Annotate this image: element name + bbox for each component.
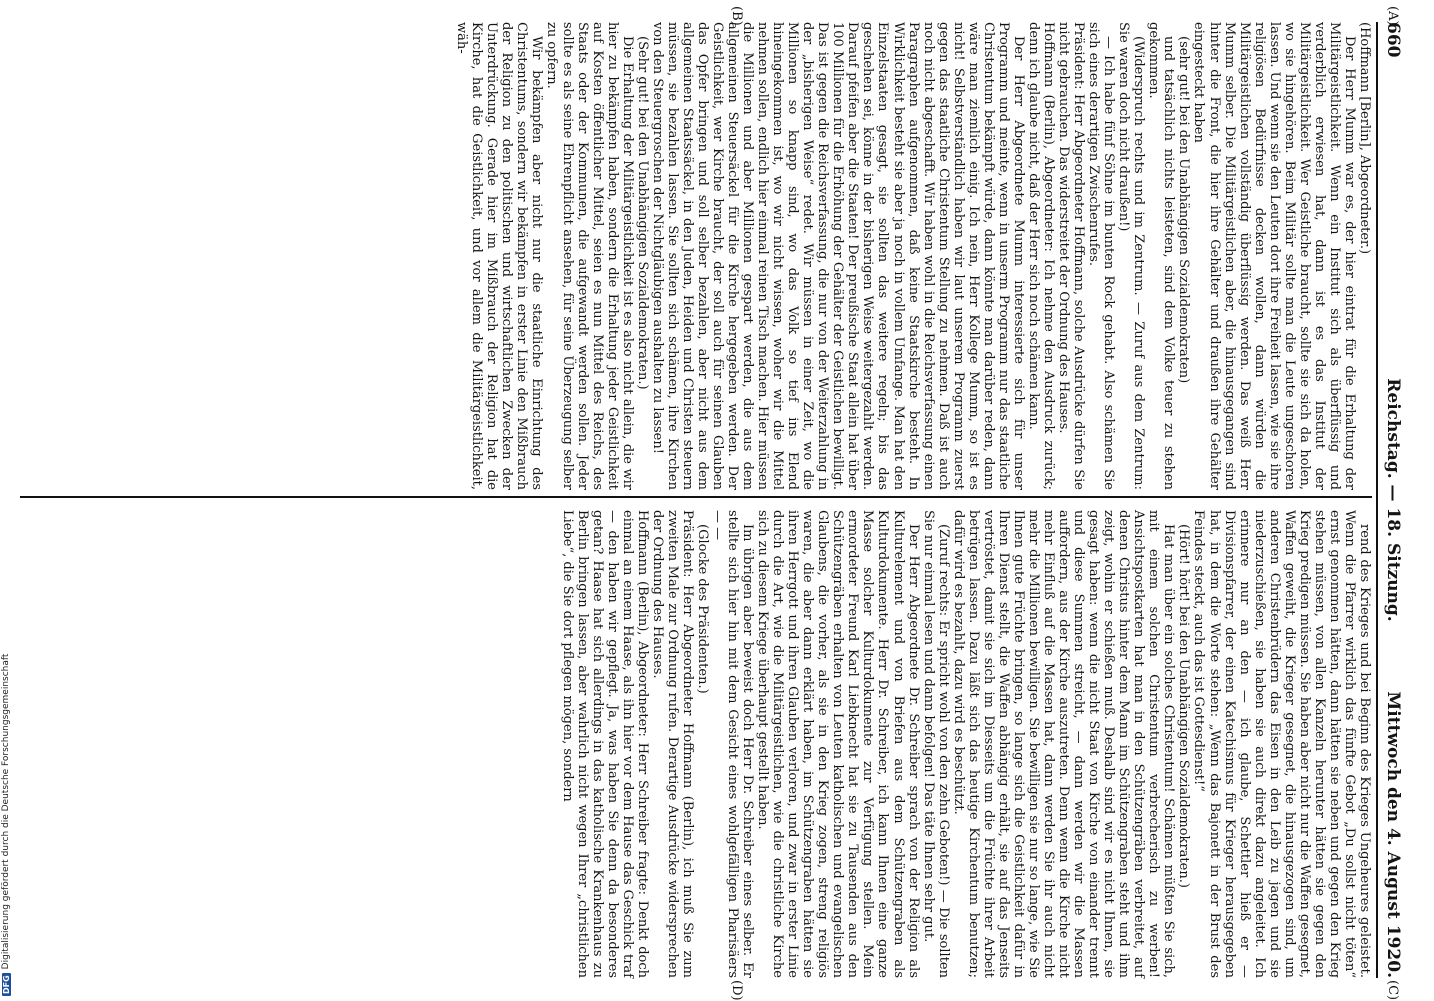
sitting-date: Mittwoch den 4. August 1920. — [1383, 691, 1403, 978]
text-paragraph: Der Herr Mumm war es, der hier eintrat für die Erhaltung der Militärgeistlichkeit. Wenn ein Institut sich als überflüssig und verderblich erwiesen hat, dann ist es das Institut der Militärgeistlichkeit. Wer Geistliche braucht, sollte sie sich da holen, wo sie hingehören. Beim Militär sollte man die Leute ungeschoren lassen. Und wenn sie den Leuten dort ihre Freiheit lassen, wie sie ihre religiösen Bedürfnisse decken wollen, dann würden die Militärgeistlichen vollständig überflüssig werden. Das weiß Herr Mumm selber. Die Militärgeistlichen aber, die hinausgegangen sind hinter die Front, die hier ihre Gehälter und draußen ihre Gehälter eingesteckt haben — [1191, 22, 1357, 490]
text-paragraph: (sehr gut! bei den Unabhängigen Sozialdemokraten) — [1176, 36, 1192, 384]
text-paragraph: und tatsächlich nichts leisteten, sind dem Volke teuer zu stehen gekommen. — [1146, 22, 1177, 490]
text-paragraph: Die Erhaltung der Militärgeistlichkeit ist es also nicht allein, die wir hier zu bekämpfen haben, sondern die Erhaltung jeder Geistlichkeit auf Kosten öffentlicher Mittel, seien es nun Mittel des Reichs, des Staats oder der Kommunen, die aufgewandt werden sollen. Jeder sollte es als seine Ehrenpflicht ansehen, für seine Überzeugung selber zu opfern. — [544, 22, 635, 490]
speaker-paragraph: Präsident: Herr Abgeordneter Hoffmann (Berlin), ich muß Sie zum zweiten Male zur Ordnung rufen. Derartige Ausdrücke widersprechen der Ordnung des Hauses. — [649, 510, 695, 978]
left-column — [20, 22, 1372, 490]
digitization-credit — [1, 654, 11, 996]
text-paragraph: Im übrigen aber beweist doch Herr Dr. Schreiber eines selber. Er stellte sich hier hin mit dem Gesicht eines wohlgefälligen Pharisäers — — — [709, 510, 756, 978]
margin-marker-b: (B) — [729, 6, 744, 26]
text-paragraph: (Sehr gut! bei den Unabhängigen Sozialdemokraten.) — [634, 36, 650, 390]
running-title: Reichstag. — 18. Sitzung. — [1383, 378, 1403, 622]
credit-text: Digitalisierung gefördert durch die Deutsche Forschungsgemeinschaft — [1, 653, 11, 970]
dfg-logo: DFG — [1, 975, 11, 994]
text-paragraph: (Widerspruch rechts und im Zentrum. — Zuruf aus dem Zentrum: Sie waren doch nicht draußen!) — [1116, 22, 1147, 490]
speaker-paragraph: (Hoffmann [Berlin], Abgeordneter.) — [1357, 22, 1372, 255]
text-paragraph: rend des Krieges und bei Beginn des Krieges Ungeheures geleistet. Wenn die Pfarrer wirklich das fünfte Gebot „Du sollst nicht töten“ ernst genommen hätten, dann hätten sie neben und gegen den Krieg stehen müssen, von allen Kanzeln herunter hätten sie gegen den Krieg predigen müssen. Sie haben aber nicht nur die Waffen gesegnet, Waffen geweiht, die Krieger gesegnet, die hinausgezogen sind, um anderen Christenbrüdern das Eisen in den Leib zu jagen und sie niederzuschießen, sie haben sie auch direkt dazu angeleitet. Ich erinnere nur an den — ich glaube, Schettler hieß er — Divisionspfarrer, der einen Katechismus für Krieger herausgegeben hat, in dem die Worte stehen: „Wenn das Bajonett in der Brust des Feindes steckt, auch das ist Gottesdienst!“ — [1191, 510, 1372, 978]
text-paragraph: Der Herr Abgeordnete Mumm interessierte sich für unser Programm und meinte, wenn in unserm Programm nur das staatliche Christentum bekämpft würde, dann könnte man darüber reden, dann wäre man ziemlich einig. Ich nein, Herr Kollege Mumm, so ist es nicht! Selbstverständlich haben wir laut unserem Programm zuerst gegen das staatliche Christentum Stellung zu nehmen. Daß ist auch noch nicht abgeschafft. Wir haben wohl in die Reichsverfassung einen Paragraphen aufgenommen, daß keine Staatskirche besteht. In Wirklichkeit besteht sie aber ja noch in vollem Umfange. Man hat den Einzelstaaten gesagt, sie sollten das weitere regeln; bis das geschehen sei, könne in der bisherigen Weise weitergezahlt werden. Darauf pfeifen aber die Staaten! Der preußische Staat allein hat über 100 Millionen für die Erhöhung der Gehälter der Geistlichen bewilligt. Das ist gegen die Reichsverfassung, die nur von der Weiterzahlung in der „bisherigen Weise“ redet. Wir müssen in einer Zeit, wo die Millionen so knapp sind, wo das Volk so tief ins Elend hineingekommen ist, wo wir nicht wissen, woher wir die Mittel nehmen sollen, endlich hier einmal reinen Tisch machen. Hier müssen die Millionen und aber Millionen gespart werden, die aus dem allgemeinen Steuersäckel für die Kirche hergegeben werden. Der Geistlichkeit, wer Kirche braucht, der soll auch für seinen Glauben das Opfer bringen und soll selber bezahlen, aber nicht aus dem allgemeinen Staatssäckel, in den Juden, Heiden und Christen steuern müssen, sie bezahlen lassen. Sie sollten sich schämen, ihre Kirchen von den Steuergroschen der Nichtgläubigen aushalten zu lassen! — [649, 22, 1026, 490]
column-divider — [20, 496, 1372, 498]
text-paragraph: Wir bekämpfen aber nicht nur die staatliche Einrichtung des Christentums, sondern wir bekämpfen in erster Linie den Mißbrauch der Religion zu den politischen und wirtschaftlichen Zwecken der Unterdrückung. Gerade hier im Mißbrauch der Religion hat die Kirche, hat die Geistlichkeit, und vor allem die Militärgeistlichkeit, wäh- — [454, 22, 545, 490]
speaker-paragraph: Präsident: Herr Abgeordneter Hoffmann, solche Ausdrücke dürfen Sie nicht gebrauchen. Das widerstreitet der Ordnung des Hauses. — [1056, 22, 1087, 490]
text-paragraph: (Zuruf rechts: Er spricht wohl von den zehn Geboten!) — Die sollten Sie nur einmal lesen und dann befolgen! Das täte Ihnen sehr gut. — [920, 510, 951, 978]
page-header — [1376, 22, 1408, 978]
text-paragraph: Hat man über ein solches Christentum! Schämen müßten Sie sich, mit einem solchen Christentum verbrecherisch zu werben! Ansichtspostkarten hat man in den Schützengräben verbreitet, auf denen Christus hinter dem Mann im Schützengraben steht und ihm zeigt, wohin er schießen muß. Deshalb sind wir es nicht Ihnen, sie gesagt haben: wenn die nicht Staat von Kirche von einander trennt und diese Summen streicht, — dann werden wir die Massen auffordern, aus der Kirche auszutreten. Denn wenn die Kirche nicht mehr Einfluß auf die Massen hat, dann werden Sie ihr auch nicht mehr die Millionen bewilligen. Sie bewilligen sie nur so lange, wie Sie Ihnen gute Früchte bringen, so lange sich die Geistlichkeit dafür in Ihren Dienst stellt, die Waffen abhängig erhält, sie auf das Jenseits vertröstet, damit sie sich im Diesseits um die Früchte ihrer Arbeit betrügen lassen. Dazu läßt sich das heutige Kirchentum benutzen; dafür wird es bezahlt, dazu wird es beschützt. — [950, 510, 1177, 978]
text-paragraph: (Glocke des Präsidenten.) — [694, 524, 710, 694]
text-paragraph: — Ich habe fünf Söhne im bunten Rock gehabt. Also schämen Sie sich eines derartigen Zwischenrufes. — [1086, 22, 1117, 490]
text-paragraph: Der Herr Abgeordnete Dr. Schreiber sprach von der Religion als Kulturelement und von Briefen aus dem Schützengraben als Kulturdokumente. Herr Dr. Schreiber, ich kann Ihnen eine ganze Masse solcher Kulturdokumente zur Verfügung stellen. Mein ermordeter Freund Karl Liebknecht hat sie zu Tausenden aus den Schützengräben erhalten von Leuten katholischen und evangelischen Glaubens, die vorher, als sie in den Krieg zogen, streng religiös waren, die aber dann erklärt haben, im Schützengraben hätten sie ihren Herrgott und ihren Glauben verloren, und zwar in erster Linie durch die Art, wie die Militärgeistlichen, wie die christliche Kirche sich zu diesem Kriege überhaupt gestellt haben. — [755, 510, 921, 978]
right-column — [20, 510, 1372, 978]
margin-marker-d: (D) — [729, 980, 744, 1001]
margin-marker-c: (C) — [1385, 980, 1400, 1001]
page-number: 660 — [1383, 22, 1403, 58]
speaker-paragraph: Hoffmann (Berlin), Abgeordneter: Ich nehme den Ausdruck zurück; denn ich glaube nicht, daß der Herr sich noch schämen kann. — [1025, 22, 1057, 490]
margin-marker-a: (A) — [1385, 6, 1400, 26]
speaker-paragraph: Hoffmann (Berlin), Abgeordneter: Herr Schreiber fragte: Denkt doch einmal an einem Haase, als ihn hier vor dem Hause das Geschick traf — den haben wir gepflegt. Ja, was haben Sie denn da besonderes getan? Haase hat sich allerdings in das katholische Krankenhaus zu Berlin bringen lassen, aber wahrlich nicht wegen Ihrer „christlichen Liebe“, die Sie dort pflegen mögen, sondern — [559, 510, 650, 978]
text-paragraph: (Hört! hört! bei den Unabhängigen Sozialdemokraten.) — [1176, 524, 1192, 888]
